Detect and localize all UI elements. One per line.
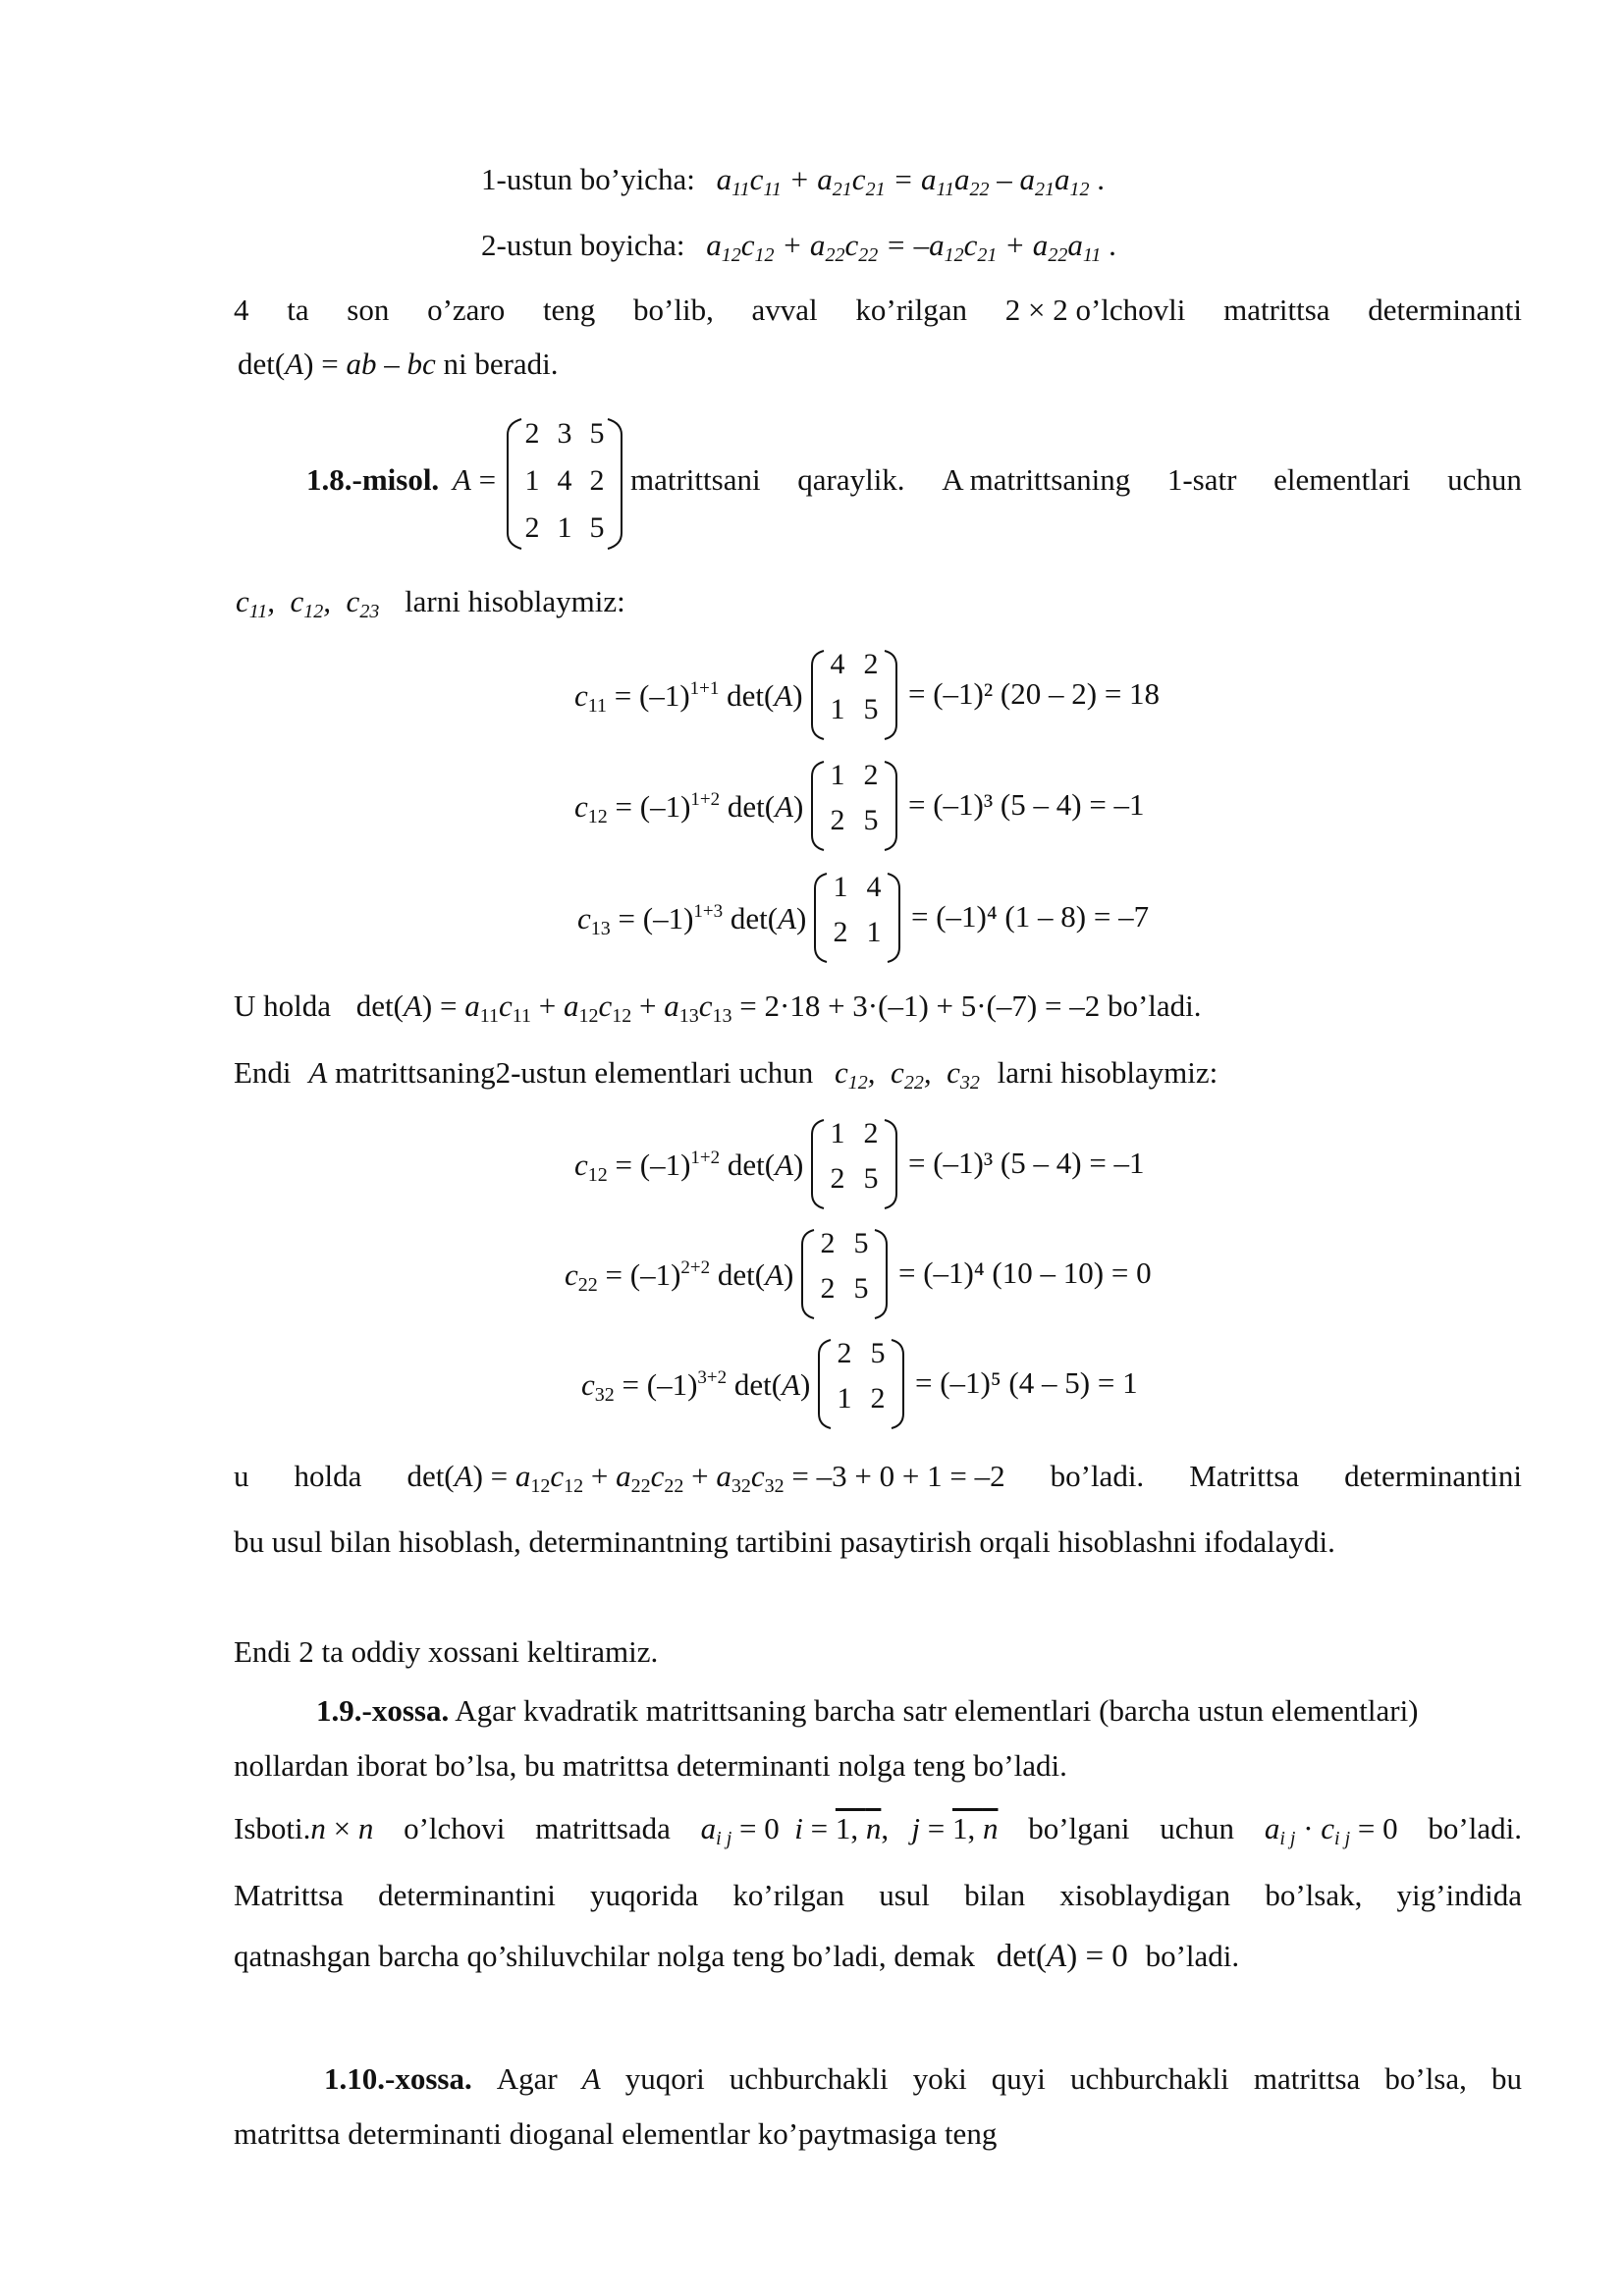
word: ko’rilgan — [732, 1878, 845, 1912]
word: holda — [294, 1459, 362, 1493]
example-label: 1.8.-misol. — [306, 462, 440, 497]
word: o’lchovi — [404, 1811, 506, 1845]
minor-cell: 2 — [870, 1382, 886, 1415]
word: matrittsani — [630, 462, 761, 497]
word: A — [581, 2061, 601, 2096]
word: qaraylik. — [797, 462, 905, 497]
prop19-label: 1.9.-xossa. — [316, 1693, 450, 1728]
minor-matrix — [810, 759, 898, 853]
cofactor-rhs: = (–1)⁴ (10 – 10) = 0 — [898, 1255, 1152, 1290]
word: teng — [542, 293, 596, 327]
word: xisoblaydigan — [1059, 1878, 1231, 1912]
word: determinantini — [378, 1878, 556, 1912]
word: bo’ladi. — [1428, 1811, 1522, 1845]
word: ko’rilgan — [855, 293, 968, 327]
cofactor-lhs: $c_{12} = (-1)^{1+2}$ det(A) — [574, 789, 804, 828]
proof-line-3 — [234, 1938, 1239, 1975]
word: matrittsa — [1223, 293, 1330, 327]
result-prefix: U holda — [234, 988, 332, 1023]
word: uchun — [1447, 462, 1522, 497]
cofactor-row-c13 — [577, 900, 806, 937]
proof-label: Isboti. — [234, 1811, 311, 1845]
cofactor-rhs: = (–1)⁵ (4 – 5) = 1 — [915, 1365, 1138, 1400]
word: yoki — [912, 2061, 967, 2096]
matrix-cell: 5 — [589, 417, 605, 450]
word: uchburchakli — [729, 2061, 889, 2096]
word: yuqori — [624, 2061, 705, 2096]
cofactor-row-c12b — [574, 1147, 803, 1184]
det-formula: det(A) = ab – bc — [238, 347, 436, 381]
word: matrittsada — [535, 1811, 671, 1845]
word: determinanti — [1368, 293, 1522, 327]
word: Agar — [496, 2061, 558, 2096]
intro-line-3 — [234, 292, 1522, 329]
word: son — [347, 293, 390, 327]
word: ta — [287, 293, 309, 327]
matrix-cell: 2 — [524, 511, 540, 544]
result2-formula: $\det(A) = a_{12}c_{12} + a_{22}c_{22} + a_{32}c_{32} = -3 + 0 + 1 = -2$ — [406, 1459, 1005, 1497]
matrix-cell: 5 — [589, 511, 605, 544]
word: bo’lsak, — [1265, 1878, 1363, 1912]
matrix-cell: 2 — [524, 417, 540, 450]
cofactor-lhs: $c_{13} = (-1)^{1+3}$ det(A) — [577, 901, 807, 939]
prop19-line-2: nollardan iborat bo’lsa, bu matrittsa determinanti nolga teng bo’ladi. — [234, 1748, 1067, 1783]
endi2-line: Endi 2 ta oddiy xossani keltiramiz. — [234, 1634, 659, 1669]
word: bo’lib, — [633, 293, 714, 327]
word: uchburchakli — [1069, 2061, 1229, 2096]
proof-product: $a_{i j} \cdot c_{i j} = 0$ — [1264, 1811, 1398, 1849]
line-tail: larni hisoblaymiz: — [405, 584, 625, 618]
col2-formula: $a_{12}c_{12} + a_{22}c_{22} = -a_{12}c_{21} + a_{22}a_{11}$ — [706, 228, 1102, 266]
intro-line-2: 2-ustun boyicha: $a_{12}c_{12} + a_{22}c_{22} = -a_{12}c_{21} + a_{22}a_{11}$ . — [481, 228, 1116, 266]
result1-line — [234, 988, 1202, 1025]
prop19-text1: Agar kvadratik matrittsaning barcha satr elementlari (barcha ustun elementlari) — [455, 1693, 1419, 1728]
example-text-line — [630, 461, 1522, 499]
col2-label: 2-ustun boyicha: — [481, 228, 685, 262]
word: 1-satr — [1166, 462, 1237, 497]
minor-cell: 2 — [830, 1162, 845, 1195]
minor-cell: 5 — [863, 1162, 879, 1195]
word: yuqorida — [590, 1878, 699, 1912]
minor-cell: 4 — [866, 871, 882, 903]
minor-cell: 1 — [830, 759, 845, 791]
line-tail: ni beradi. — [443, 347, 559, 381]
word: Matrittsa — [1189, 1459, 1300, 1493]
cofactor-rhs: = (–1)³ (5 – 4) = –1 — [908, 1146, 1145, 1180]
cofactor-rhs: = (–1)² (20 – 2) = 18 — [908, 676, 1161, 711]
minor-cell: 5 — [863, 804, 879, 836]
word: uchun — [1160, 1811, 1235, 1845]
matrix-A — [506, 415, 623, 553]
minor-matrix — [800, 1227, 889, 1321]
proof-line3-tail: bo’ladi. — [1145, 1939, 1240, 1973]
minor-cell: 2 — [820, 1227, 836, 1259]
prop110-line-2: matrittsa determinanti dioganal elementlar ko’paytmasiga teng — [234, 2116, 998, 2151]
minor-matrix — [810, 1117, 898, 1211]
cofactor-rhs: = (–1)⁴ (1 – 8) = –7 — [911, 899, 1150, 934]
prop19-line-1 — [316, 1692, 1419, 1730]
col1-formula: $a_{11}c_{11} + a_{21}c_{21} = a_{11}a_{22} - a_{21}a_{12}$ — [716, 162, 1090, 200]
cofactor-row-c11 — [574, 677, 803, 715]
minor-cell: 4 — [830, 648, 845, 680]
endi-prefix: Endi — [234, 1055, 292, 1090]
minor-cell: 2 — [863, 648, 879, 680]
intro-line-4 — [238, 346, 559, 383]
minor-matrix — [817, 1337, 905, 1431]
intro-line-1: 1-ustun bo’yicha: $a_{11}c_{11} + a_{21}c_{21} = a_{11}a_{22} - a_{21}a_{12}$ . — [481, 162, 1105, 200]
minor-cell: 1 — [866, 916, 882, 948]
result1-formula: $\det(A) = a_{11}c_{11} + a_{12}c_{12} + a_{13}c_{13} = 2\cdot 18 + 3\cdot(-1) + 5\cdot(-7) = -2$ — [355, 988, 1101, 1027]
minor-cell: 5 — [870, 1337, 886, 1369]
minor-cell: 2 — [837, 1337, 852, 1369]
minor-cell: 5 — [853, 1227, 869, 1259]
prop110-line-1 — [324, 2060, 1522, 2098]
matrix-cell: 1 — [524, 464, 540, 497]
minor-cell: 1 — [833, 871, 848, 903]
word: yig’indida — [1396, 1878, 1522, 1912]
example-line-2: $c_{11}$, $c_{12}$, $c_{23}$ larni hisoblaymiz: — [236, 584, 625, 622]
word: u — [234, 1459, 249, 1493]
minor-cell: 2 — [863, 759, 879, 791]
word: determinantini — [1344, 1459, 1522, 1493]
word: A matrittsaning — [942, 462, 1131, 497]
word: bo’lgani — [1028, 1811, 1130, 1845]
word: 4 — [234, 293, 249, 327]
example-label-line: 1.8.-misol. A = — [306, 462, 497, 497]
word: quyi — [991, 2061, 1046, 2096]
det-zero: det(A) = 0 — [996, 1939, 1128, 1974]
cofactor-lhs: $c_{12} = (-1)^{1+2}$ det(A) — [574, 1148, 804, 1186]
endi-tail: larni hisoblaymiz: — [997, 1055, 1218, 1090]
matrix-cell: 4 — [557, 464, 572, 497]
minor-cell: 1 — [830, 1117, 845, 1149]
prop110-label: 1.10.-xossa. — [324, 2061, 472, 2096]
minor-cell: 2 — [863, 1117, 879, 1149]
cofactor-row-c32 — [581, 1366, 810, 1404]
matrix-cell: 3 — [557, 417, 572, 450]
minor-cell: 1 — [837, 1382, 852, 1415]
cofactor-row-c22 — [565, 1256, 793, 1294]
minor-cell: 1 — [830, 693, 845, 725]
result2-line — [234, 1458, 1522, 1495]
word: 2 × 2 o’lchovli — [1004, 293, 1186, 327]
cofactor-rhs: = (–1)³ (5 – 4) = –1 — [908, 787, 1145, 822]
word: bo’lsa, — [1384, 2061, 1467, 2096]
cofactor-lhs: $c_{22} = (-1)^{2+2}$ det(A) — [565, 1257, 794, 1296]
minor-cell: 2 — [830, 804, 845, 836]
cofactor-row-c12 — [574, 788, 803, 826]
word: Matrittsa — [234, 1878, 344, 1912]
word: avval — [751, 293, 818, 327]
word: elementlari — [1273, 462, 1411, 497]
matrix-cell: 2 — [589, 464, 605, 497]
cofactor-lhs: $c_{32} = (-1)^{3+2}$ det(A) — [581, 1367, 811, 1406]
minor-cell: 5 — [863, 693, 879, 725]
word: o’zaro — [427, 293, 506, 327]
proof-line-2 — [234, 1877, 1522, 1914]
endi-mid: matrittsaning2-ustun elementlari uchun — [335, 1055, 814, 1090]
minor-matrix — [813, 871, 901, 965]
cofactor-lhs: $c_{11} = (-1)^{1+1}$ det(A) — [574, 678, 803, 717]
word: bo’ladi. — [1050, 1459, 1145, 1493]
word: matrittsa — [1253, 2061, 1361, 2096]
endi1-line: Endi A matrittsaning2-ustun elementlari uchun $c_{12}$, $c_{22}$, $c_{32}$ larni hisoblaymiz: — [234, 1055, 1218, 1094]
minor-cell: 2 — [820, 1272, 836, 1305]
word: bu — [1490, 2061, 1522, 2096]
matrix-cell: 1 — [557, 511, 572, 544]
word: bilan — [964, 1878, 1026, 1912]
col1-label: 1-ustun bo’yicha: — [481, 162, 695, 196]
result2-line-2: bu usul bilan hisoblash, determinantning tartibini pasaytirish orqali hisoblashni ifodalaydi. — [234, 1524, 1335, 1559]
minor-cell: 5 — [853, 1272, 869, 1305]
proof-line-1: Isboti.n × n o’lchovi matrittsada $a_{i j} = 0$ i = 1, n, j = 1, n bo’lgani uchun $a_{i j} \cdot c_{i j} = 0$ bo’ladi. — [234, 1811, 1522, 1849]
minor-matrix — [810, 648, 898, 742]
result-tail: bo’ladi. — [1107, 988, 1202, 1023]
minor-cell: 2 — [833, 916, 848, 948]
word: usul — [879, 1878, 930, 1912]
proof-line3-pre: qatnashgan barcha qo’shiluvchilar nolga teng bo’ladi, demak — [234, 1939, 975, 1973]
proof-formula: $a_{i j} = 0$ i = 1, n, j = 1, n — [700, 1811, 999, 1849]
